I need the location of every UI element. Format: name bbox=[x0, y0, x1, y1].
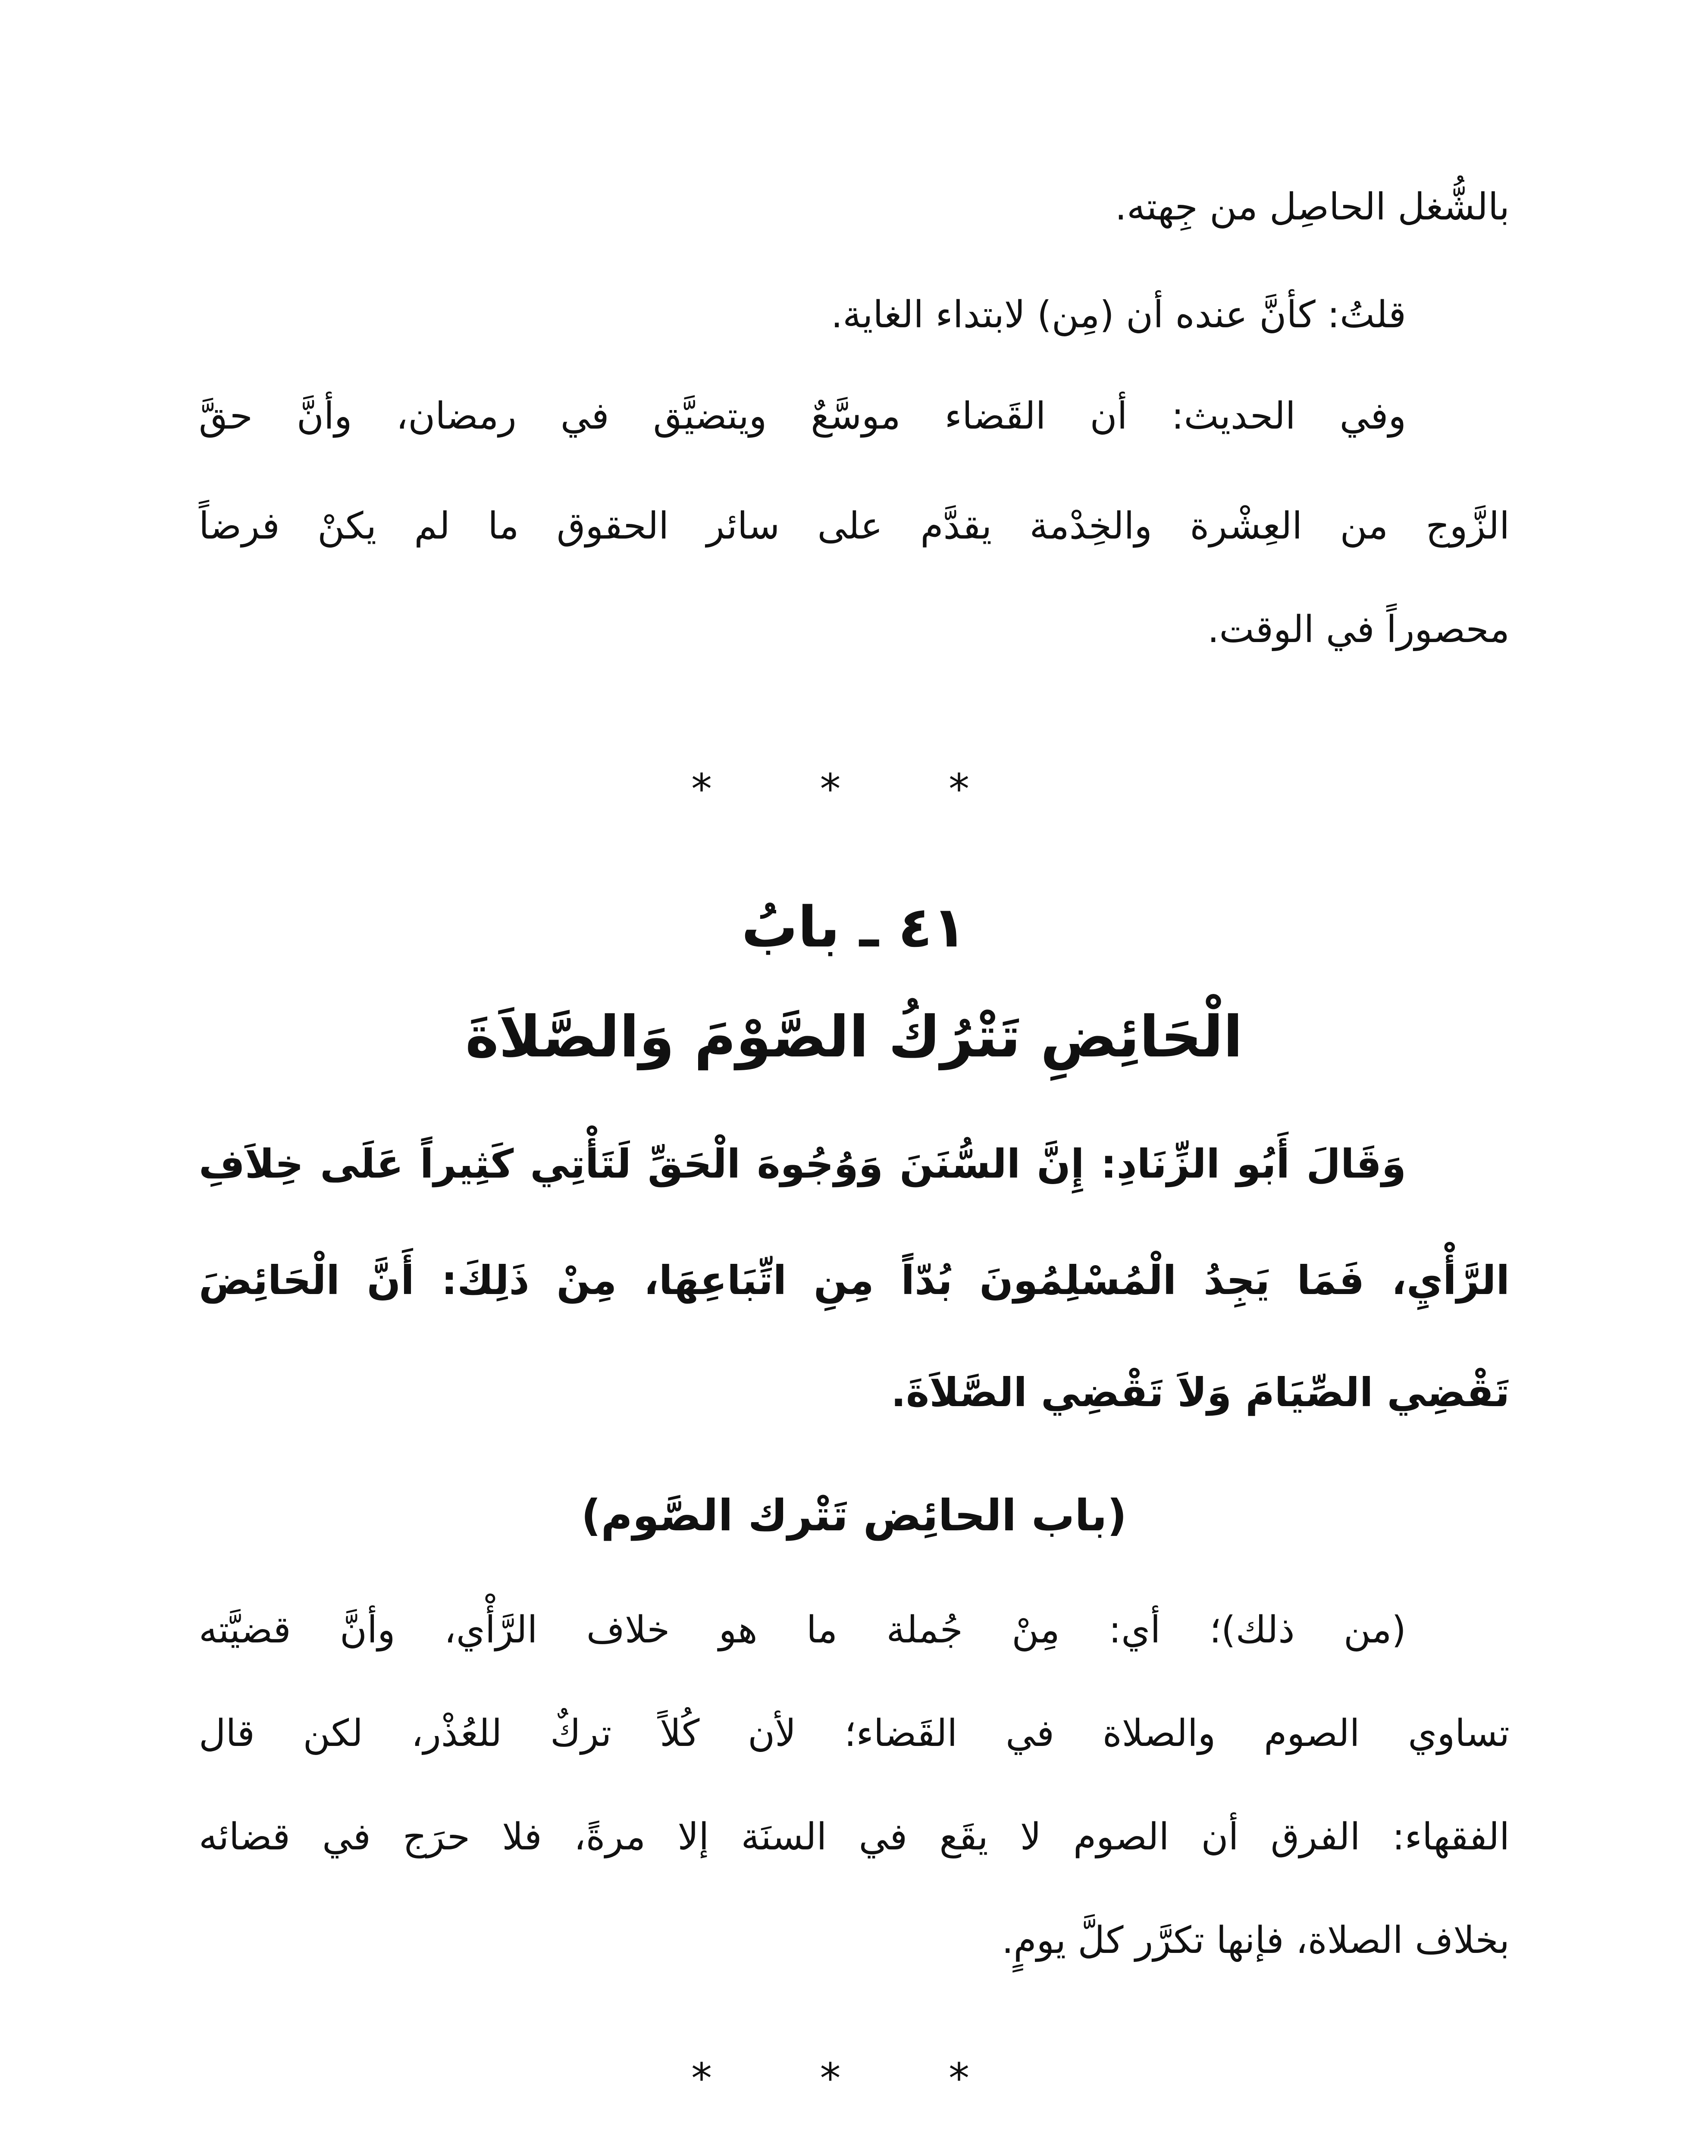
paragraph-line: محصوراً في الوقت. bbox=[1207, 608, 1510, 651]
quote-line: تَقْضِي الصِّيَامَ وَلاَ تَقْضِي الصَّلاَةَ. bbox=[891, 1369, 1510, 1416]
chapter-number: ٤١ ـ بابُ bbox=[741, 894, 967, 960]
paragraph-line: الزَّوج من العِشْرة والخِدْمة يقدَّم على سائر الحقوق ما لم يكنْ فرضاً bbox=[199, 505, 1510, 548]
text-line: قلتُ: كأنَّ عنده أن (مِن) لابتداء الغاية. bbox=[830, 293, 1406, 336]
commentary-line: (من ذلك)؛ أي: مِنْ جُملة ما هو خلاف الرَّأْي، وأنَّ قضيَّته bbox=[199, 1608, 1406, 1651]
quote-line: وَقَالَ أَبُو الزِّنَادِ: إِنَّ السُّنَنَ وَوُجُوهَ الْحَقِّ لَتَأْتِي كَثِيراً عَلَى خِلاَفِ bbox=[199, 1141, 1406, 1187]
chapter-title: الْحَائِضِ تَتْرُكُ الصَّوْمَ وَالصَّلاَةَ bbox=[465, 1004, 1243, 1070]
commentary-line: بخلاف الصلاة، فإنها تكرَّر كلَّ يومٍ. bbox=[1002, 1919, 1510, 1962]
section-separator: * * * bbox=[691, 765, 1017, 813]
quote-line: الرَّأْيِ، فَمَا يَجِدُ الْمُسْلِمُونَ بُدّاً مِنِ اتِّبَاعِهَا، مِنْ ذَلِكَ: أَنَّ الْحَائِضَ bbox=[199, 1257, 1510, 1304]
commentary-line: تساوي الصوم والصلاة في القَضاء؛ لأن كُلاً تركٌ للعُذْر، لكن قال bbox=[199, 1712, 1510, 1755]
text-line: بالشُّغل الحاصِل من جِهته. bbox=[1115, 185, 1510, 229]
commentary-line: الفقهاء: الفرق أن الصوم لا يقَع في السنَة إلا مرةً، فلا حرَج في قضائه bbox=[199, 1815, 1510, 1858]
paragraph-line: وفي الحديث: أن القَضاء موسَّعٌ ويتضيَّق في رمضان، وأنَّ حقَّ bbox=[199, 395, 1406, 438]
section-separator: * * * bbox=[691, 2054, 1017, 2103]
commentary-heading: (باب الحائِض تَتْرك الصَّوم) bbox=[581, 1490, 1127, 1541]
